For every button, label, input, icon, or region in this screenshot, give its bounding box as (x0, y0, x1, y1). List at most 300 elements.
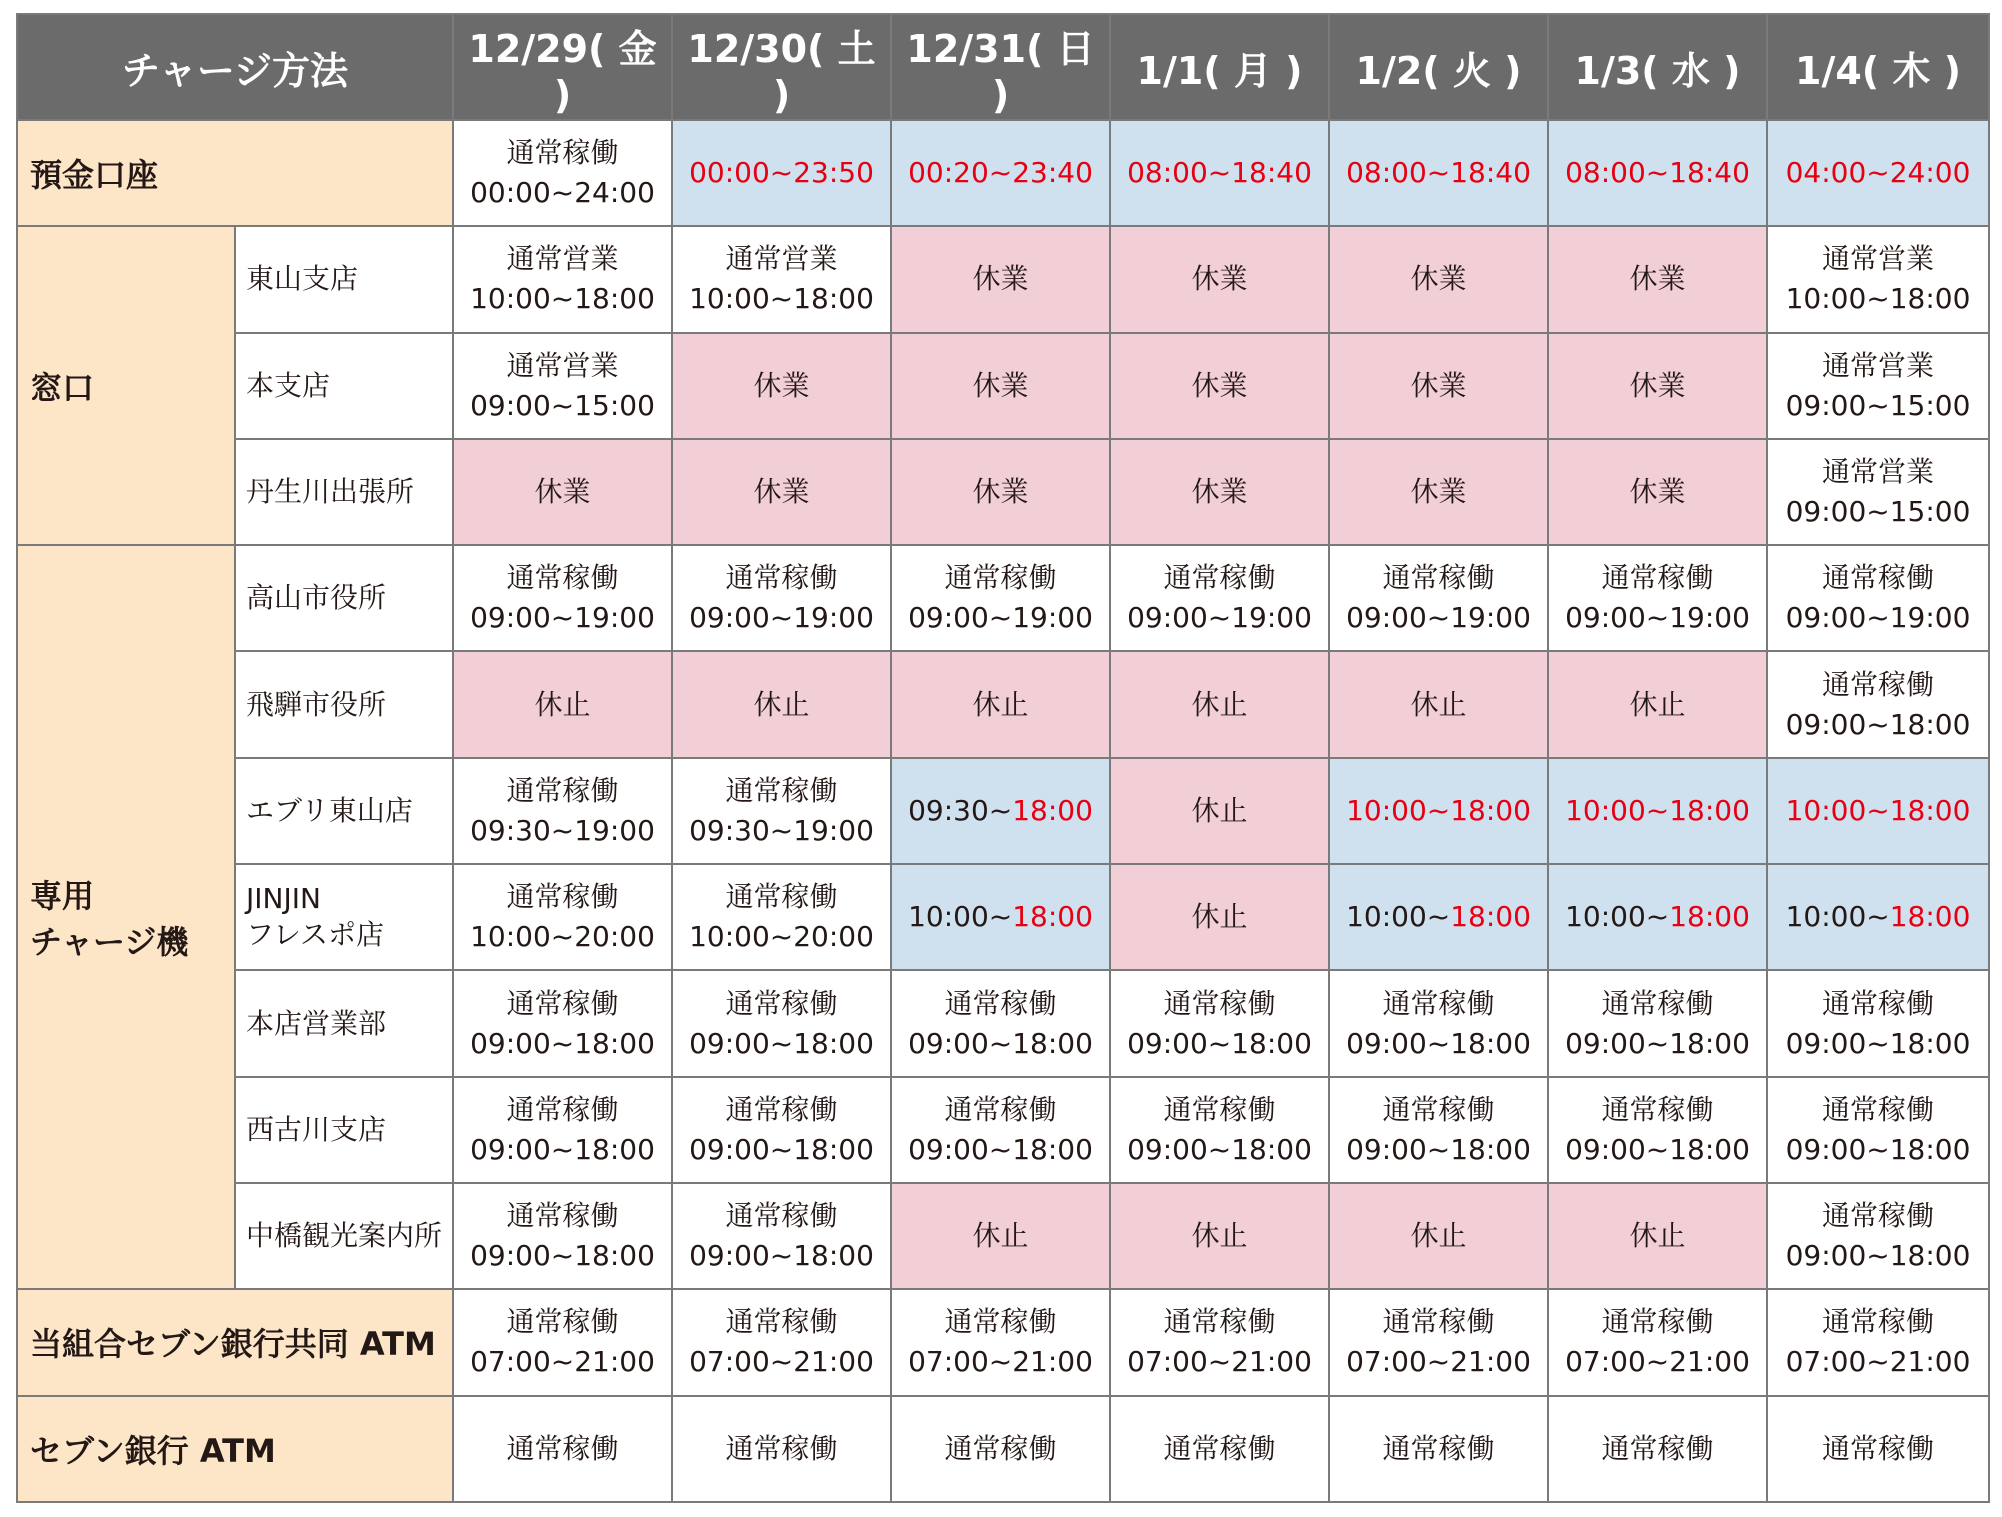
schedule-cell (1548, 1396, 1767, 1502)
cell-line (1768, 1090, 1988, 1130)
cell-text: 09:00~18:00 (1346, 1026, 1531, 1060)
cell-line (1111, 153, 1328, 193)
cell-text: 休業 (1629, 262, 1686, 296)
category-label: 窓口 (17, 226, 235, 545)
cell-text: 通常稼働 (1822, 1199, 1935, 1233)
cell-line (673, 558, 890, 598)
cell-line (892, 897, 1109, 937)
schedule-cell (1329, 226, 1548, 332)
cell-text: 休止 (1410, 1219, 1467, 1253)
cell-text: 通常稼働 (1382, 561, 1495, 595)
cell-text: 00:00~23:50 (689, 156, 874, 190)
cell-line (454, 239, 671, 279)
schedule-cell (1329, 864, 1548, 970)
cell-line (454, 1130, 671, 1170)
schedule-cell (1767, 758, 1989, 864)
location-label: 本支店 (235, 333, 453, 439)
cell-line (454, 279, 671, 319)
cell-line (1768, 1196, 1988, 1236)
cell-line (1768, 279, 1988, 319)
cell-text: 休止 (1191, 1219, 1248, 1253)
header-date: 1/4( 木 ) (1767, 14, 1989, 120)
category-label: 当組合セブン銀行共同 ATM (17, 1289, 453, 1395)
cell-line (1768, 386, 1988, 426)
cell-line (1549, 558, 1766, 598)
cell-text: 09:00~18:00 (470, 1239, 655, 1273)
header-method: チャージ方法 (17, 14, 453, 120)
table-row (17, 651, 1989, 757)
schedule-cell (1767, 1183, 1989, 1289)
schedule-cell (891, 758, 1110, 864)
cell-line (673, 1236, 890, 1276)
cell-text: 休止 (1191, 687, 1248, 721)
cell-text: 休止 (753, 687, 810, 721)
cell-text: 休業 (1191, 262, 1248, 296)
schedule-cell (1329, 439, 1548, 545)
cell-line (1768, 705, 1988, 745)
cell-line (892, 1216, 1109, 1256)
charge-schedule-table (16, 13, 1990, 1503)
cell-text: 08:00~18:40 (1127, 156, 1312, 190)
cell-text: 04:00~24:00 (1785, 156, 1971, 190)
cell-text: 通常稼働 (1163, 1092, 1276, 1126)
cell-line (673, 153, 890, 193)
cell-line (454, 173, 671, 213)
schedule-cell (672, 864, 891, 970)
schedule-cell (672, 1396, 891, 1502)
cell-text: 休業 (1410, 368, 1467, 402)
cell-text: 10:00~20:00 (470, 920, 655, 954)
cell-text: 休業 (1191, 475, 1248, 509)
cell-text: 07:00~21:00 (1346, 1345, 1531, 1379)
cell-text: 休止 (1629, 687, 1686, 721)
cell-line (1549, 1090, 1766, 1130)
schedule-cell (1767, 120, 1989, 226)
cell-text: 通常営業 (506, 242, 619, 276)
cell-line (1768, 239, 1988, 279)
cell-text: 通常稼働 (1822, 1305, 1935, 1339)
cell-line (1549, 897, 1766, 937)
schedule-cell (1329, 1289, 1548, 1395)
cell-line (1330, 1090, 1547, 1130)
table-row (17, 545, 1989, 651)
cell-line (454, 1236, 671, 1276)
cell-text: 09:00~18:00 (1127, 1026, 1312, 1060)
schedule-cell (1548, 970, 1767, 1076)
cell-text: 通常稼働 (725, 880, 838, 914)
schedule-cell (672, 970, 891, 1076)
cell-text: 通常稼働 (944, 986, 1057, 1020)
header-date: 12/30( 土 ) (672, 14, 891, 120)
table-row (17, 864, 1989, 970)
cell-text: 休業 (753, 368, 810, 402)
cell-line (1549, 1302, 1766, 1342)
cell-text-highlight: 18:00 (1669, 900, 1750, 934)
cell-line (673, 1302, 890, 1342)
cell-line (1330, 259, 1547, 299)
cell-line (673, 685, 890, 725)
schedule-cell (672, 120, 891, 226)
schedule-cell (453, 545, 672, 651)
schedule-cell (672, 1183, 891, 1289)
cell-text: 10:00~18:00 (689, 282, 874, 316)
cell-line (1549, 984, 1766, 1024)
table-row (17, 758, 1989, 864)
cell-line (673, 1196, 890, 1236)
cell-line (892, 1090, 1109, 1130)
schedule-cell (1329, 758, 1548, 864)
schedule-cell (1548, 333, 1767, 439)
schedule-cell (891, 1077, 1110, 1183)
cell-line (673, 811, 890, 851)
cell-line (454, 984, 671, 1024)
location-label: 西古川支店 (235, 1077, 453, 1183)
schedule-cell (891, 864, 1110, 970)
cell-text: 07:00~21:00 (1785, 1345, 1971, 1379)
cell-text: 通常営業 (1822, 242, 1935, 276)
cell-line (892, 1130, 1109, 1170)
cell-line (454, 685, 671, 725)
cell-text: 07:00~21:00 (908, 1345, 1093, 1379)
schedule-cell (891, 651, 1110, 757)
schedule-cell (1548, 651, 1767, 757)
cell-line (454, 1342, 671, 1382)
cell-line (673, 598, 890, 638)
cell-line (1330, 1302, 1547, 1342)
schedule-cell (1767, 1396, 1989, 1502)
cell-text: 通常稼働 (725, 773, 838, 807)
cell-text: 10:00~ (908, 900, 1013, 934)
cell-line (673, 239, 890, 279)
schedule-cell (1548, 864, 1767, 970)
cell-text: 通常稼働 (1163, 986, 1276, 1020)
header-date: 1/2( 火 ) (1329, 14, 1548, 120)
schedule-cell (1110, 1183, 1329, 1289)
cell-text: 10:00~20:00 (689, 920, 874, 954)
schedule-cell (1548, 439, 1767, 545)
cell-line (1768, 984, 1988, 1024)
cell-line (1549, 1429, 1766, 1469)
cell-line (892, 366, 1109, 406)
cell-line (1330, 153, 1547, 193)
cell-line (1768, 598, 1988, 638)
cell-line (1330, 472, 1547, 512)
cell-line (454, 1024, 671, 1064)
cell-line (892, 558, 1109, 598)
cell-text: 休止 (1629, 1219, 1686, 1253)
cell-text: 通常稼働 (1822, 1431, 1935, 1465)
cell-text: 09:30~19:00 (470, 813, 655, 847)
cell-text: 10:00~18:00 (1565, 793, 1750, 827)
schedule-cell (1548, 545, 1767, 651)
schedule-cell (1548, 1183, 1767, 1289)
cell-text: 09:00~18:00 (689, 1132, 874, 1166)
table-row (17, 970, 1989, 1076)
cell-line (1330, 1130, 1547, 1170)
cell-text: 休業 (534, 475, 591, 509)
cell-text-highlight: 18:00 (1012, 900, 1093, 934)
cell-text: 00:20~23:40 (908, 156, 1093, 190)
cell-text: 10:00~ (1785, 900, 1890, 934)
cell-text: 09:00~18:00 (1127, 1132, 1312, 1166)
cell-text: 09:00~19:00 (1565, 601, 1750, 635)
cell-text: 10:00~18:00 (470, 282, 655, 316)
schedule-cell (1110, 758, 1329, 864)
schedule-cell (1110, 333, 1329, 439)
cell-text: 00:00~24:00 (470, 176, 655, 210)
cell-line (892, 598, 1109, 638)
cell-line (1768, 346, 1988, 386)
schedule-cell (1767, 970, 1989, 1076)
cell-line (673, 1342, 890, 1382)
cell-line (1768, 897, 1988, 937)
cell-text: 通常稼働 (506, 136, 619, 170)
schedule-cell (1110, 970, 1329, 1076)
cell-line (1768, 1342, 1988, 1382)
cell-text: 10:00~18:00 (1785, 793, 1971, 827)
schedule-cell (1110, 439, 1329, 545)
cell-line (892, 472, 1109, 512)
cell-text: 休業 (972, 262, 1029, 296)
cell-line (1111, 791, 1328, 831)
schedule-cell (453, 864, 672, 970)
schedule-cell (891, 226, 1110, 332)
cell-line (1549, 1130, 1766, 1170)
cell-text: 通常稼働 (506, 1431, 619, 1465)
cell-line (1111, 1090, 1328, 1130)
cell-text: 09:00~18:00 (470, 1026, 655, 1060)
cell-line (1768, 665, 1988, 705)
schedule-cell (1548, 1077, 1767, 1183)
cell-line (1768, 452, 1988, 492)
cell-text: 通常稼働 (1163, 1305, 1276, 1339)
cell-line (454, 472, 671, 512)
cell-line (1111, 366, 1328, 406)
cell-line (1768, 492, 1988, 532)
cell-text: 09:00~18:00 (1785, 1132, 1971, 1166)
category-label: 預金口座 (17, 120, 453, 226)
cell-line (1549, 598, 1766, 638)
header-date: 12/29( 金 ) (453, 14, 672, 120)
cell-text: 通常稼働 (725, 1092, 838, 1126)
cell-line (673, 1429, 890, 1469)
cell-line (454, 598, 671, 638)
cell-text: 通常稼働 (506, 561, 619, 595)
cell-text: 09:00~18:00 (1785, 1239, 1971, 1273)
schedule-cell (672, 1077, 891, 1183)
cell-line (673, 1090, 890, 1130)
cell-line (1549, 791, 1766, 831)
cell-line (673, 984, 890, 1024)
cell-text: 休業 (1410, 262, 1467, 296)
cell-line (1111, 1024, 1328, 1064)
schedule-cell (1110, 651, 1329, 757)
location-label: 飛騨市役所 (235, 651, 453, 757)
cell-text: 休止 (534, 687, 591, 721)
cell-line (1549, 1342, 1766, 1382)
cell-text: 通常稼働 (1163, 1431, 1276, 1465)
cell-line (1549, 153, 1766, 193)
schedule-cell (1548, 1289, 1767, 1395)
cell-text: 通常稼働 (506, 1305, 619, 1339)
schedule-cell (453, 1396, 672, 1502)
cell-line (673, 1130, 890, 1170)
cell-line (1768, 1236, 1988, 1276)
cell-line (454, 1090, 671, 1130)
cell-text: 通常営業 (1822, 455, 1935, 489)
cell-text: 09:00~19:00 (689, 601, 874, 635)
cell-text-highlight: 18:00 (1012, 793, 1093, 827)
schedule-cell (453, 226, 672, 332)
cell-text: 休業 (1191, 368, 1248, 402)
cell-text: 通常稼働 (725, 1305, 838, 1339)
schedule-cell (891, 970, 1110, 1076)
cell-line (1111, 1429, 1328, 1469)
cell-text: 通常稼働 (1601, 1305, 1714, 1339)
cell-text: 通常営業 (1822, 348, 1935, 382)
schedule-cell (453, 1183, 672, 1289)
schedule-cell (672, 545, 891, 651)
cell-line (1549, 366, 1766, 406)
table-row (17, 120, 1989, 226)
cell-line (454, 386, 671, 426)
location-label: 丹生川出張所 (235, 439, 453, 545)
cell-text-highlight: 18:00 (1450, 900, 1531, 934)
table-row (17, 439, 1989, 545)
schedule-cell (891, 545, 1110, 651)
cell-line (892, 791, 1109, 831)
cell-line (454, 771, 671, 811)
cell-line (1330, 598, 1547, 638)
schedule-cell (672, 333, 891, 439)
cell-text: 通常稼働 (506, 773, 619, 807)
cell-text: 通常稼働 (506, 1199, 619, 1233)
cell-text: 通常稼働 (1822, 986, 1935, 1020)
cell-line (454, 558, 671, 598)
schedule-cell (1548, 758, 1767, 864)
cell-text: 通常稼働 (944, 1431, 1057, 1465)
cell-text: 09:00~18:00 (470, 1132, 655, 1166)
schedule-cell (672, 1289, 891, 1395)
cell-line (892, 1342, 1109, 1382)
cell-line (1768, 1429, 1988, 1469)
cell-line (1330, 366, 1547, 406)
schedule-cell (453, 333, 672, 439)
cell-text: 07:00~21:00 (1127, 1345, 1312, 1379)
cell-line (454, 877, 671, 917)
cell-line (454, 917, 671, 957)
cell-text: 09:00~19:00 (908, 601, 1093, 635)
cell-text: 休業 (972, 368, 1029, 402)
cell-text: 07:00~21:00 (1565, 1345, 1750, 1379)
header-row (17, 14, 1989, 120)
cell-text: 通常稼働 (1382, 986, 1495, 1020)
cell-line (1111, 1216, 1328, 1256)
cell-line (1111, 1130, 1328, 1170)
cell-text: 通常稼働 (944, 1305, 1057, 1339)
location-label: 本店営業部 (235, 970, 453, 1076)
cell-text: 09:00~18:00 (1346, 1132, 1531, 1166)
cell-line (892, 1302, 1109, 1342)
cell-text: 通常営業 (506, 348, 619, 382)
table-row (17, 333, 1989, 439)
cell-text: 通常営業 (725, 242, 838, 276)
cell-text: 10:00~18:00 (1785, 282, 1971, 316)
cell-text: 09:00~18:00 (1565, 1132, 1750, 1166)
schedule-cell (1767, 333, 1989, 439)
cell-text: 通常稼働 (1382, 1305, 1495, 1339)
cell-text: 通常稼働 (1382, 1431, 1495, 1465)
cell-line (1330, 1216, 1547, 1256)
cell-text: 08:00~18:40 (1565, 156, 1750, 190)
schedule-cell (453, 439, 672, 545)
cell-line (1111, 1342, 1328, 1382)
cell-line (892, 1024, 1109, 1064)
location-label: 東山支店 (235, 226, 453, 332)
cell-text: 休止 (1191, 793, 1248, 827)
schedule-cell (1329, 333, 1548, 439)
cell-text: 07:00~21:00 (689, 1345, 874, 1379)
schedule-cell (891, 333, 1110, 439)
schedule-cell (1110, 226, 1329, 332)
schedule-cell (1767, 439, 1989, 545)
schedule-cell (453, 1077, 672, 1183)
cell-line (1549, 259, 1766, 299)
cell-text: 09:00~15:00 (1785, 388, 1971, 422)
cell-text: 通常稼働 (506, 880, 619, 914)
cell-line (1330, 791, 1547, 831)
cell-line (1768, 791, 1988, 831)
cell-line (673, 472, 890, 512)
schedule-cell (1767, 1077, 1989, 1183)
cell-text: 休止 (1410, 687, 1467, 721)
schedule-cell (1329, 651, 1548, 757)
cell-text: 08:00~18:40 (1346, 156, 1531, 190)
cell-text: 10:00~18:00 (1346, 793, 1531, 827)
location-label: エブリ東山店 (235, 758, 453, 864)
schedule-cell (1767, 1289, 1989, 1395)
cell-text: 09:00~18:00 (1785, 1026, 1971, 1060)
cell-text: 通常稼働 (1601, 986, 1714, 1020)
cell-line (1549, 1216, 1766, 1256)
schedule-cell (1110, 1077, 1329, 1183)
schedule-cell (1767, 864, 1989, 970)
header-date: 12/31( 日 ) (891, 14, 1110, 120)
cell-text: 09:00~15:00 (470, 388, 655, 422)
schedule-cell (453, 120, 672, 226)
cell-text: 通常稼働 (944, 1092, 1057, 1126)
cell-text: 休止 (1191, 900, 1248, 934)
schedule-cell (1548, 120, 1767, 226)
category-label: 専用 チャージ機 (17, 545, 235, 1289)
cell-text: 通常稼働 (1382, 1092, 1495, 1126)
cell-text: 09:30~ (908, 793, 1013, 827)
schedule-cell (1329, 120, 1548, 226)
cell-line (1330, 984, 1547, 1024)
location-label: 高山市役所 (235, 545, 453, 651)
cell-line (454, 811, 671, 851)
cell-text: 09:00~19:00 (470, 601, 655, 635)
schedule-cell (453, 758, 672, 864)
cell-text: 09:00~18:00 (1565, 1026, 1750, 1060)
cell-line (1768, 558, 1988, 598)
cell-line (892, 685, 1109, 725)
schedule-body (17, 120, 1989, 1502)
cell-text: 通常稼働 (506, 1092, 619, 1126)
schedule-cell (1329, 1183, 1548, 1289)
cell-line (1111, 558, 1328, 598)
cell-line (1111, 598, 1328, 638)
